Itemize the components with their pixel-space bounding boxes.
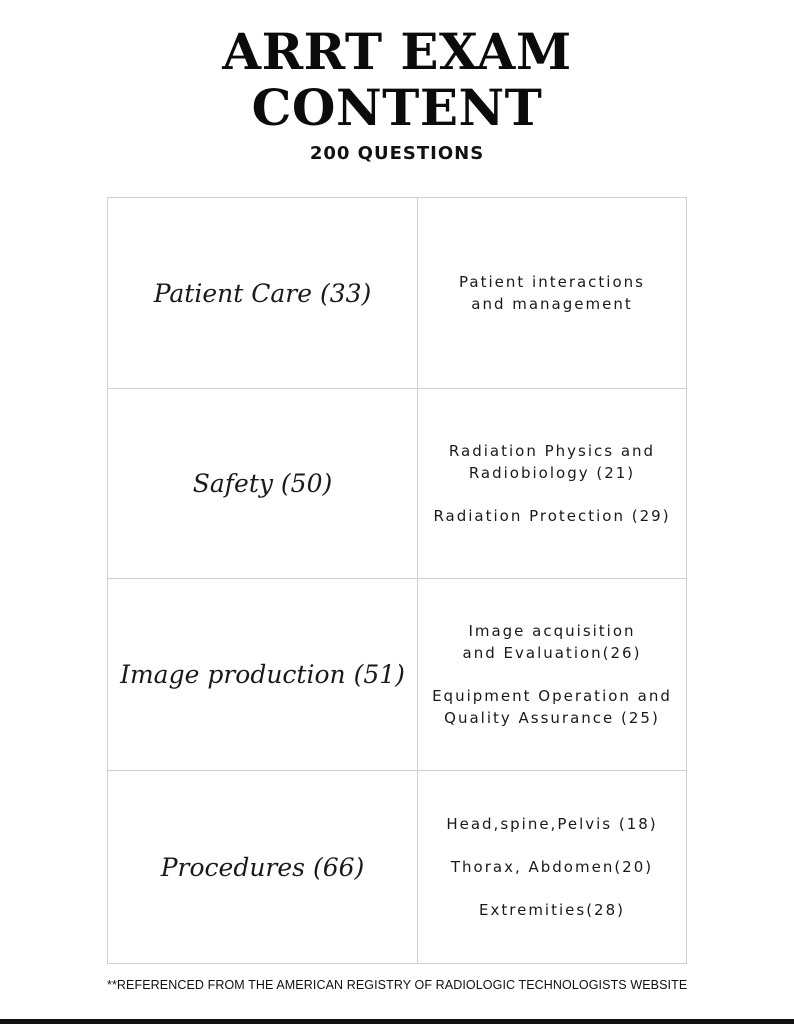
category-safety: Safety (50) (108, 389, 418, 579)
title-line-1: ARRT EXAM (222, 22, 572, 81)
bottom-divider (0, 1019, 794, 1024)
subtitle: 200 QUESTIONS (309, 143, 485, 164)
detail-item: Radiation Physics and Radiobiology (21) (448, 442, 656, 482)
category-patient-care: Patient Care (33) (108, 198, 418, 389)
table-row (108, 198, 687, 389)
page-title (0, 24, 794, 136)
detail-item: Thorax, Abdomen(20) (450, 858, 654, 876)
detail-item: Equipment Operation and Quality Assurance (25) (432, 687, 672, 727)
table-row (108, 771, 687, 964)
detail-item: Head,spine,Pelvis (18) (446, 815, 658, 833)
category-image-production: Image production (51) (108, 579, 418, 771)
detail-item: Image acquisition and Evaluation(26) (462, 622, 642, 662)
details-procedures (418, 771, 687, 964)
details-patient-care (418, 198, 687, 389)
title-line-2: CONTENT (251, 78, 543, 137)
detail-item: Patient interactions and management (459, 273, 645, 313)
reference-footnote: **REFERENCED FROM THE AMERICAN REGISTRY OF RADIOLOGIC TECHNOLOGISTS WEBSITE (107, 978, 688, 992)
detail-item: Radiation Protection (29) (433, 507, 671, 525)
details-image-production (418, 579, 687, 771)
detail-item: Extremities(28) (479, 901, 625, 919)
exam-content-table (107, 197, 687, 964)
category-procedures: Procedures (66) (108, 771, 418, 964)
table-row (108, 389, 687, 579)
table-row (108, 579, 687, 771)
details-safety (418, 389, 687, 579)
